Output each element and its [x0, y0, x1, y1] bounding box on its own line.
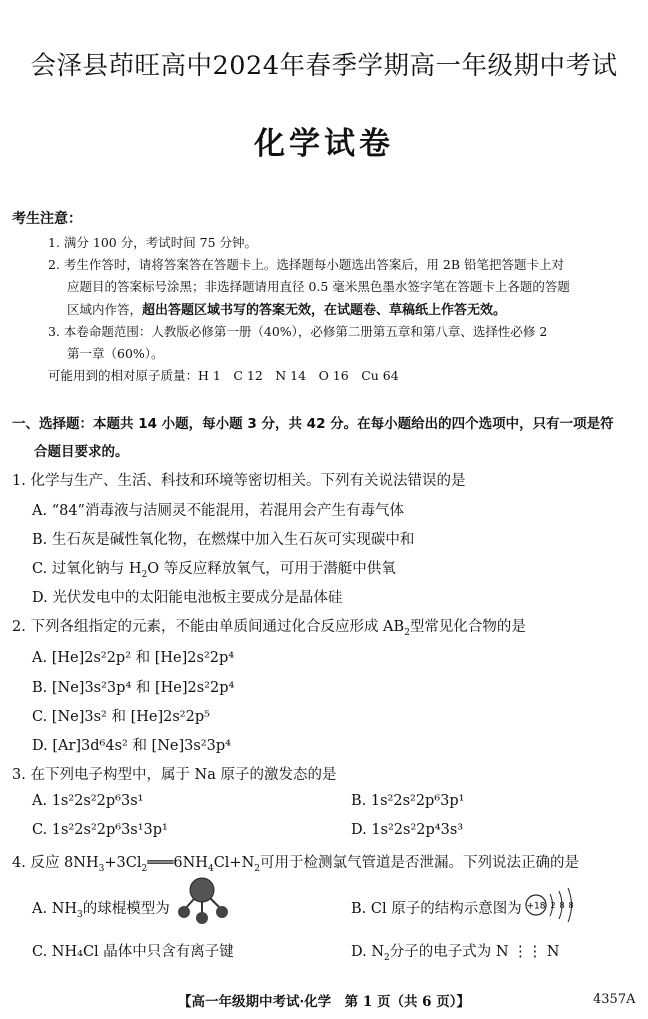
- atomic-masses: 可能用到的相对原子质量：H 1 C 12 N 14 O 16 Cu 64: [48, 368, 399, 383]
- q3-option-c: C. 1s²2s²2p⁶3s¹3p¹: [32, 822, 168, 838]
- q1-option-c: C. 过氧化钠与 $H_2O$ 等反应释放氧气，可用于潜艇中供氧: [32, 561, 396, 580]
- q4-stem: 4. 反应 $8NH_3+3Cl_2═══6NH_4Cl+N_2$可用于检测氯气管道是否泄漏。下列说法正确的是: [12, 855, 579, 874]
- notice-item-1: 1. 满分 100 分，考试时间 75 分钟。: [48, 235, 258, 250]
- q4-option-d-post: 分子的电子式为 N ⋮⋮ N: [389, 944, 560, 960]
- cl-shell-2: 8: [559, 901, 565, 910]
- q1-option-a: A. “84”消毒液与洁厕灵不能混用，若混用会产生有毒气体: [32, 503, 404, 519]
- cl-shell-3: 8: [568, 901, 574, 910]
- q4-option-a-pre: A. NH: [32, 901, 78, 917]
- q4-stem-mid2: ═══6NH: [147, 855, 208, 871]
- q4-stem-pre: 4. 反应 8NH: [12, 855, 99, 871]
- q4-stem-post: 可用于检测氯气管道是否泄漏。下列说法正确的是: [260, 855, 579, 871]
- q3-option-d: D. 1s²2s²2p⁴3s³: [351, 822, 464, 838]
- cl-shell-1: 2: [550, 901, 556, 910]
- notice-item-3-line-2: 第一章（60%）。: [67, 346, 164, 361]
- q4-option-c: C. NH₄Cl 晶体中只含有离子键: [32, 944, 234, 960]
- q2-stem-post: 型常见化合物的是: [409, 619, 526, 635]
- notice-item-2-line-1: 2. 考生作答时，请将答案答在答题卡上。选择题每小题选出答案后，用 2B 铅笔把答题卡上对: [48, 257, 564, 272]
- q2-option-a: A. [He]2s²2p² 和 [He]2s²2p⁴: [32, 650, 235, 666]
- notice-item-2-line-2: 应题目的答案标号涂黑；非选择题请用直径 0.5 毫米黑色墨水签字笔在答题卡上各题的答题: [67, 279, 570, 294]
- notice-item-3-line-1: 3. 本卷命题范围：人教版必修第一册（40%），必修第二册第五章和第八章、选择性必修 2: [48, 324, 548, 339]
- notice-item-2-line-3: [67, 299, 506, 318]
- section-1-line-1: 一、选择题：本题共 14 小题，每小题 3 分，共 42 分。在每小题给出的四个选项中，只有一项是符: [12, 416, 614, 432]
- subject-title: 化学试卷: [254, 126, 394, 162]
- cl-nucleus-label: +18: [526, 901, 546, 912]
- nh3-ball-stick-model-icon: [170, 876, 240, 926]
- q2-option-c: C. [Ne]3s² 和 [He]2s²2p⁵: [32, 709, 210, 725]
- q1-option-c-pre: C. 过氧化钠与 H: [32, 561, 142, 577]
- q2-stem-pre: 2. 下列各组指定的元素，不能由单质间通过化合反应形成 AB: [12, 619, 405, 635]
- cl-atom-structure-icon: [522, 880, 582, 920]
- page-footer: 【高一年级期中考试·化学 第 1 页（共 6 页）】: [177, 994, 471, 1010]
- q4-option-a: A. $NH_3$的球棍模型为: [32, 901, 170, 920]
- q4-option-d-pre: D. N: [351, 944, 385, 960]
- q2-option-b: B. [Ne]3s²3p⁴ 和 [He]2s²2p⁴: [32, 680, 235, 696]
- q1-option-c-post: O 等反应释放氧气，可用于潜艇中供氧: [147, 561, 396, 577]
- q2-option-d: D. [Ar]3d⁶4s² 和 [Ne]3s²3p⁴: [32, 738, 231, 754]
- q3-option-a: A. 1s²2s²2p⁶3s¹: [32, 793, 144, 809]
- q1-option-d: D. 光伏发电中的太阳能电池板主要成分是晶体硅: [32, 590, 343, 606]
- q4-stem-mid1: +3Cl: [104, 855, 142, 871]
- q1-stem: 1. 化学与生产、生活、科技和环境等密切相关。下列有关说法错误的是: [12, 473, 466, 489]
- q4-option-d: D. $N_2$分子的电子式为 N ⋮⋮ N: [351, 944, 560, 963]
- notice-heading: 考生注意：: [12, 211, 82, 227]
- q2-stem: 2. 下列各组指定的元素，不能由单质间通过化合反应形成 $AB_2$型常见化合物的是: [12, 619, 526, 638]
- q4-stem-mid3: Cl+N: [213, 855, 255, 871]
- q3-stem: 3. 在下列电子构型中，属于 Na 原子的激发态的是: [12, 767, 337, 783]
- q3-option-b: B. 1s²2s²2p⁶3p¹: [351, 793, 465, 809]
- q1-option-b: B. 生石灰是碱性氧化物，在燃煤中加入生石灰可实现碳中和: [32, 532, 415, 548]
- notice-item-2-line-3-normal: 区域内作答，: [67, 302, 143, 317]
- q4-option-b: B. Cl 原子的结构示意图为: [351, 901, 522, 917]
- exam-title: 会泽县茚旺高中2024年春季学期高一年级期中考试: [30, 51, 618, 81]
- q4-option-a-post: 的球棍模型为: [82, 901, 170, 917]
- notice-item-2-bold-warning: 超出答题区域书写的答案无效，在试题卷、草稿纸上作答无效。: [142, 303, 507, 318]
- section-1-line-2: 合题目要求的。: [34, 444, 129, 460]
- paper-code: 4357A: [593, 992, 636, 1007]
